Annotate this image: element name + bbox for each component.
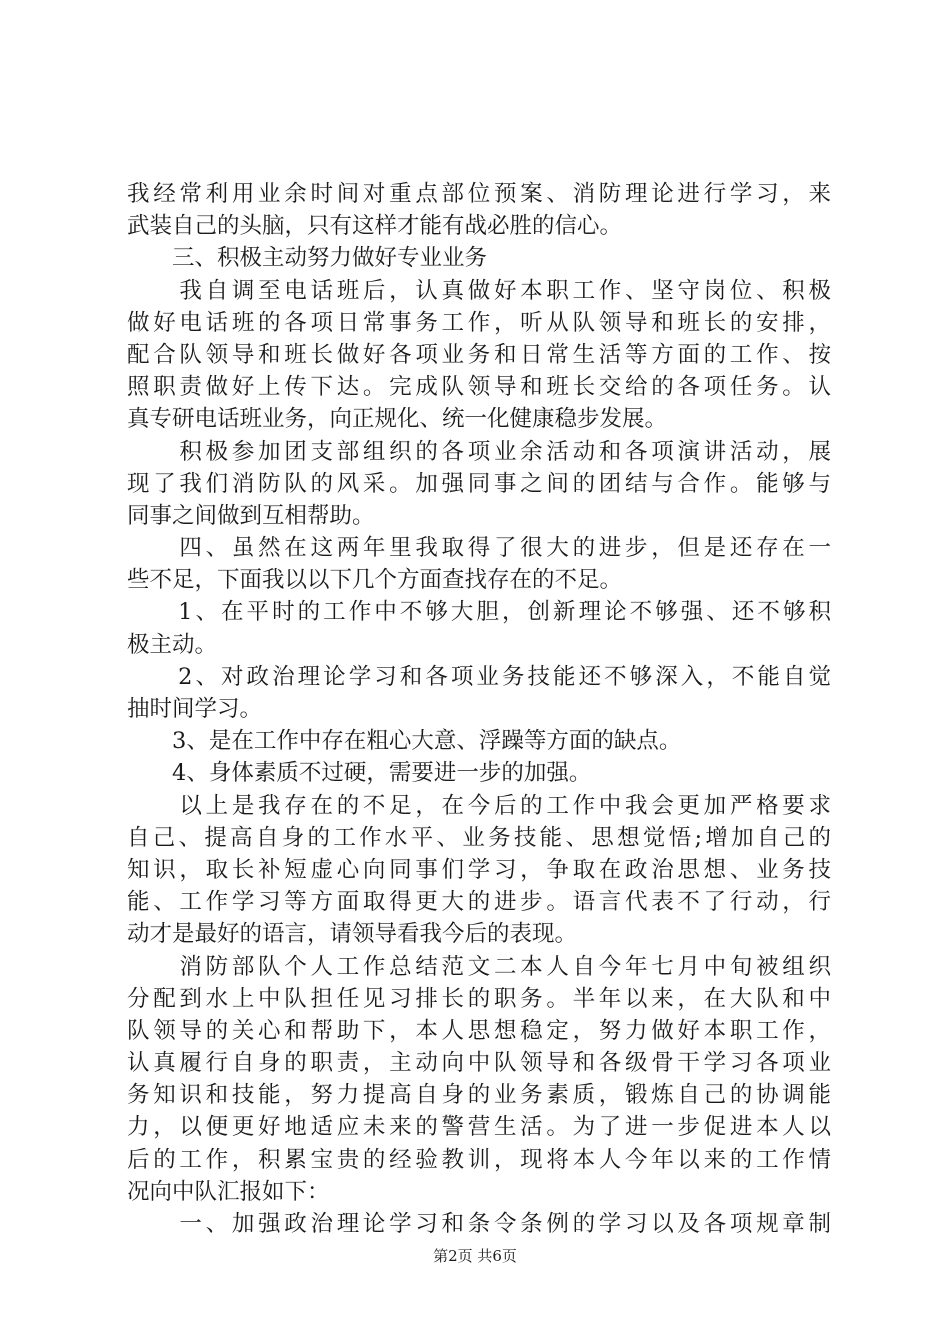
text-line: 我自调至电话班后，认真做好本职工作、坚守岗位、积极: [127, 277, 831, 304]
text-line: 以上是我存在的不足，在今后的工作中我会更加严格要求: [127, 792, 831, 819]
text-line: 1、在平时的工作中不够大胆，创新理论不够强、还不够积: [127, 599, 831, 626]
text-line: 动才是最好的语言，请领导看我今后的表现。: [127, 921, 578, 948]
text-line: 我经常利用业余时间对重点部位预案、消防理论进行学习，来: [127, 181, 831, 207]
text-line: 务知识和技能，努力提高自身的业务素质，锻炼自己的协调能: [127, 1082, 831, 1109]
text-line: 配合队领导和班长做好各项业务和日常生活等方面的工作、按: [127, 341, 831, 368]
text-line: 2、对政治理论学习和各项业务技能还不够深入，不能自觉: [127, 663, 831, 690]
text-line: 4、身体素质不过硬，需要进一步的加强。: [127, 760, 592, 787]
text-line: 真专研电话班业务，向正规化、统一化健康稳步发展。: [127, 406, 668, 433]
text-line: 况向中队汇报如下：: [127, 1178, 330, 1205]
text-line: 些不足，下面我以以下几个方面查找存在的不足。: [127, 567, 623, 594]
text-line: 积极参加团支部组织的各项业余活动和各项演讲活动，展: [127, 438, 831, 465]
text-line: 同事之间做到互相帮助。: [127, 502, 375, 529]
text-line: 自己、提高自身的工作水平、业务技能、思想觉悟;增加自己的: [127, 824, 831, 851]
text-line: 分配到水上中队担任见习排长的职务。半年以来，在大队和中: [127, 985, 831, 1012]
text-line: 认真履行自身的职责，主动向中队领导和各级骨干学习各项业: [127, 1050, 831, 1077]
text-line: 力，以便更好地适应未来的警营生活。为了进一步促进本人以: [127, 1114, 831, 1141]
text-line: 队领导的关心和帮助下，本人思想稳定，努力做好本职工作，: [127, 1017, 831, 1044]
text-line: 一、加强政治理论学习和条令条例的学习以及各项规章制: [127, 1211, 831, 1237]
text-line: 知识，取长补短虚心向同事们学习，争取在政治思想、业务技: [127, 856, 831, 883]
text-line: 后的工作，积累宝贵的经验教训，现将本人今年以来的工作情: [127, 1146, 831, 1173]
text-line: 三、积极主动努力做好专业业务: [127, 245, 488, 272]
text-line: 3、是在工作中存在粗心大意、浮躁等方面的缺点。: [127, 728, 682, 755]
text-line: 能、工作学习等方面取得更大的进步。语言代表不了行动，行: [127, 889, 831, 916]
page-footer: 第2页 共6页: [433, 1247, 517, 1265]
text-line: 极主动。: [127, 631, 218, 658]
text-line: 抽时间学习。: [127, 696, 263, 722]
text-line: 消防部队个人工作总结范文二本人自今年七月中旬被组织: [127, 953, 831, 980]
document-body: [127, 178, 831, 1240]
text-line: 做好电话班的各项日常事务工作，听从队领导和班长的安排，: [127, 309, 831, 336]
text-line: 四、虽然在这两年里我取得了很大的进步，但是还存在一: [127, 535, 831, 562]
text-line: 照职责做好上传下达。完成队领导和班长交给的各项任务。认: [127, 374, 831, 401]
text-line: 现了我们消防队的风采。加强同事之间的团结与合作。能够与: [127, 470, 831, 497]
text-line: 武装自己的头脑，只有这样才能有战必胜的信心。: [127, 213, 623, 240]
